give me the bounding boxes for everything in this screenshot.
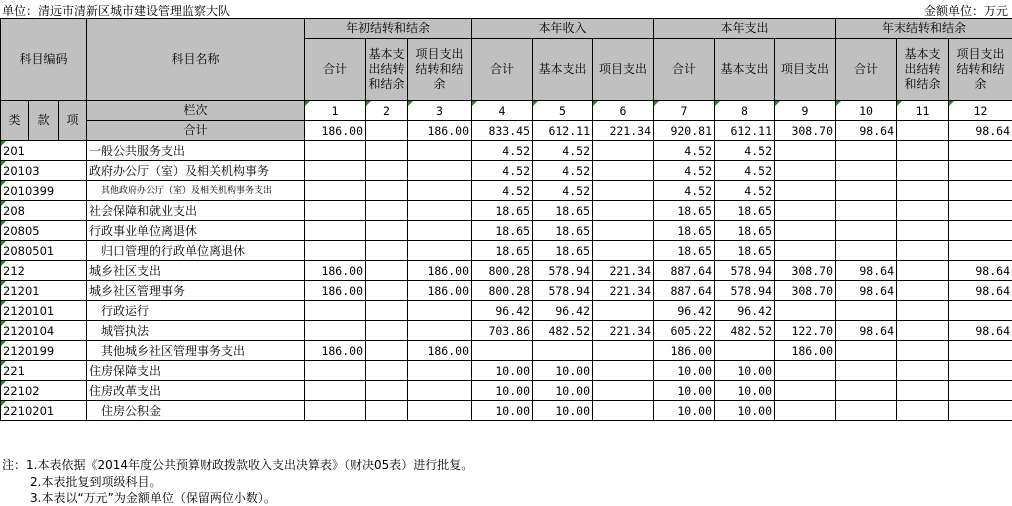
amount-cell (366, 401, 408, 421)
table-row (1, 361, 1012, 381)
amount-cell: 4.52 (472, 181, 533, 201)
total-cell: 221.34 (593, 121, 654, 141)
subject-name-cell: 城乡社区管理事务 (87, 281, 305, 301)
total-cell: 186.00 (305, 121, 366, 141)
subject-code-cell: 201 (1, 141, 87, 161)
amount-cell (593, 201, 654, 221)
amount-cell (949, 181, 1012, 201)
amount-cell (593, 241, 654, 261)
total-cell: 98.64 (836, 121, 897, 141)
column-index: 10 (836, 101, 897, 121)
amount-cell: 800.28 (472, 281, 533, 301)
amount-cell (366, 361, 408, 381)
amount-cell: 578.94 (715, 281, 775, 301)
subject-name-cell: 行政事业单位离退休 (87, 221, 305, 241)
amount-cell: 605.22 (654, 321, 715, 341)
amount-cell: 10.00 (715, 401, 775, 421)
amount-cell: 308.70 (775, 281, 836, 301)
table-row (1, 161, 1012, 181)
amount-cell (408, 321, 472, 341)
amount-cell (836, 201, 897, 221)
column-index: 8 (715, 101, 775, 121)
amount-cell: 98.64 (836, 281, 897, 301)
amount-cell: 10.00 (533, 381, 593, 401)
total-cell: 612.11 (533, 121, 593, 141)
amount-cell (305, 161, 366, 181)
amount-cell (897, 181, 949, 201)
footnote-3: 3.本表以“万元”为金额单位（保留两位小数）。 (30, 491, 276, 505)
amount-cell (593, 181, 654, 201)
amount-cell: 4.52 (533, 181, 593, 201)
total-cell: 98.64 (949, 121, 1012, 141)
amount-cell (593, 341, 654, 361)
amount-cell: 18.65 (472, 241, 533, 261)
amount-cell: 18.65 (533, 241, 593, 261)
column-index: 5 (533, 101, 593, 121)
amount-cell: 98.64 (949, 281, 1012, 301)
amount-cell (836, 141, 897, 161)
amount-cell: 186.00 (305, 341, 366, 361)
header-subject-name: 科目名称 (87, 19, 305, 101)
header-group-income: 本年收入 (472, 19, 654, 39)
amount-cell: 10.00 (533, 401, 593, 421)
amount-cell (836, 401, 897, 421)
subject-code-cell: 20103 (1, 161, 87, 181)
header-section-label: 款 (29, 101, 59, 141)
amount-cell: 10.00 (533, 361, 593, 381)
amount-cell: 18.65 (533, 221, 593, 241)
amount-cell (897, 161, 949, 181)
header-class-label: 类 (1, 101, 29, 141)
column-index: 12 (949, 101, 1012, 121)
amount-cell (366, 201, 408, 221)
amount-cell (949, 201, 1012, 221)
subject-code-cell: 21201 (1, 281, 87, 301)
amount-cell: 800.28 (472, 261, 533, 281)
subject-name-cell: 政府办公厅（室）及相关机构事务 (87, 161, 305, 181)
table-row (1, 381, 1012, 401)
amount-cell: 4.52 (715, 181, 775, 201)
subject-name-cell: 一般公共服务支出 (87, 141, 305, 161)
subject-name-cell: 其他城乡社区管理事务支出 (87, 341, 305, 361)
amount-cell (949, 401, 1012, 421)
amount-cell: 221.34 (593, 321, 654, 341)
column-index: 6 (593, 101, 654, 121)
table-row (1, 181, 1012, 201)
amount-cell: 18.65 (654, 241, 715, 261)
amount-cell: 10.00 (715, 381, 775, 401)
amount-cell (593, 381, 654, 401)
total-cell (366, 121, 408, 141)
subject-code-cell: 2120104 (1, 321, 87, 341)
amount-cell (366, 381, 408, 401)
amount-cell (366, 341, 408, 361)
amount-cell: 703.86 (472, 321, 533, 341)
amount-cell (949, 301, 1012, 321)
amount-cell: 10.00 (472, 401, 533, 421)
amount-cell (775, 301, 836, 321)
column-index: 3 (408, 101, 472, 121)
amount-cell: 186.00 (408, 281, 472, 301)
header-group-expense: 本年支出 (654, 19, 836, 39)
amount-cell (305, 401, 366, 421)
table-row (1, 341, 1012, 361)
header-row-index-label: 栏次 (87, 101, 305, 121)
header-sub: 合计 (472, 39, 533, 101)
amount-cell (775, 401, 836, 421)
amount-cell: 578.94 (533, 261, 593, 281)
column-index: 1 (305, 101, 366, 121)
amount-cell (408, 241, 472, 261)
amount-cell: 18.65 (654, 221, 715, 241)
amount-cell: 186.00 (654, 341, 715, 361)
subject-code-cell: 212 (1, 261, 87, 281)
amount-cell (775, 381, 836, 401)
amount-cell (593, 141, 654, 161)
header-sub: 基本支出 (533, 39, 593, 101)
amount-cell (897, 281, 949, 301)
amount-cell (408, 381, 472, 401)
table-row (1, 241, 1012, 261)
amount-cell (836, 301, 897, 321)
table-row (1, 281, 1012, 301)
amount-cell (775, 241, 836, 261)
table-row (1, 141, 1012, 161)
amount-cell (949, 241, 1012, 261)
amount-cell (408, 401, 472, 421)
header-sub: 项目支出结转和结余 (949, 39, 1012, 101)
unit-label: 单位：清远市清新区城市建设管理监察大队 (2, 4, 231, 18)
amount-cell (366, 141, 408, 161)
header-sub: 基本支出 (715, 39, 775, 101)
amount-cell: 18.65 (472, 221, 533, 241)
amount-cell: 18.65 (654, 201, 715, 221)
amount-cell (305, 321, 366, 341)
subject-name-cell: 住房改革支出 (87, 381, 305, 401)
header-subject-code: 科目编码 (1, 19, 87, 101)
amount-cell: 18.65 (715, 241, 775, 261)
amount-cell: 308.70 (775, 261, 836, 281)
header-sub: 项目支出结转和结余 (408, 39, 472, 101)
amount-cell (836, 241, 897, 261)
amount-cell: 4.52 (533, 161, 593, 181)
amount-cell (366, 161, 408, 181)
amount-cell: 221.34 (593, 281, 654, 301)
amount-cell (305, 221, 366, 241)
total-cell: 186.00 (408, 121, 472, 141)
amount-cell (949, 161, 1012, 181)
amount-cell: 221.34 (593, 261, 654, 281)
amount-cell: 482.52 (533, 321, 593, 341)
total-cell: 612.11 (715, 121, 775, 141)
subject-code-cell: 208 (1, 201, 87, 221)
amount-cell (949, 221, 1012, 241)
amount-cell (305, 181, 366, 201)
header-sub: 合计 (654, 39, 715, 101)
subject-name-cell: 归口管理的行政单位离退休 (87, 241, 305, 261)
amount-cell (593, 361, 654, 381)
subject-code-cell: 22102 (1, 381, 87, 401)
amount-cell (897, 401, 949, 421)
amount-cell: 18.65 (533, 201, 593, 221)
amount-cell: 122.70 (775, 321, 836, 341)
amount-cell: 10.00 (715, 361, 775, 381)
amount-cell (949, 361, 1012, 381)
total-cell: 308.70 (775, 121, 836, 141)
amount-cell (305, 361, 366, 381)
amount-cell (836, 181, 897, 201)
subject-name-cell: 社会保障和就业支出 (87, 201, 305, 221)
amount-cell (408, 201, 472, 221)
amount-cell: 4.52 (654, 161, 715, 181)
amount-cell: 96.42 (472, 301, 533, 321)
table-row (1, 221, 1012, 241)
amount-cell: 96.42 (533, 301, 593, 321)
amount-cell (305, 141, 366, 161)
footnote-1: 注：1.本表依据《2014年度公共预算财政拨款收入支出决算表》（财决05表）进行批复。 (2, 458, 474, 472)
amount-cell (366, 181, 408, 201)
amount-cell: 98.64 (949, 321, 1012, 341)
amount-cell (897, 241, 949, 261)
header-bar (0, 0, 1012, 18)
amount-cell: 887.64 (654, 281, 715, 301)
amount-cell (897, 141, 949, 161)
amount-cell: 4.52 (715, 141, 775, 161)
amount-cell (949, 341, 1012, 361)
header-sub: 基本支出结转和结余 (897, 39, 949, 101)
amount-cell (408, 221, 472, 241)
footnotes (2, 457, 473, 506)
subject-code-cell: 2210201 (1, 401, 87, 421)
amount-cell (897, 201, 949, 221)
subject-code-cell: 2010399 (1, 181, 87, 201)
amount-cell: 186.00 (408, 341, 472, 361)
total-row (1, 121, 1012, 141)
amount-cell (408, 301, 472, 321)
subject-name-cell: 城管执法 (87, 321, 305, 341)
amount-cell: 98.64 (949, 261, 1012, 281)
subject-name-cell: 行政运行 (87, 301, 305, 321)
amount-cell (836, 381, 897, 401)
amount-cell (836, 161, 897, 181)
amount-cell (366, 261, 408, 281)
subject-code-cell: 20805 (1, 221, 87, 241)
amount-cell: 96.42 (715, 301, 775, 321)
amount-cell: 10.00 (654, 381, 715, 401)
amount-cell: 186.00 (305, 281, 366, 301)
header-sub: 合计 (305, 39, 366, 101)
column-index: 7 (654, 101, 715, 121)
amount-cell (593, 301, 654, 321)
amount-cell (715, 341, 775, 361)
amount-cell (408, 361, 472, 381)
total-row-label: 合计 (87, 121, 305, 141)
amount-cell (472, 341, 533, 361)
header-sub: 项目支出 (775, 39, 836, 101)
amount-cell: 578.94 (533, 281, 593, 301)
subject-name-cell: 其他政府办公厅（室）及相关机构事务支出 (87, 181, 305, 201)
amount-cell (408, 141, 472, 161)
amount-cell (366, 241, 408, 261)
table-row (1, 401, 1012, 421)
amount-cell (836, 361, 897, 381)
amount-cell: 18.65 (715, 201, 775, 221)
amount-cell (897, 381, 949, 401)
header-item-label: 项 (59, 101, 87, 141)
amount-cell (775, 141, 836, 161)
footnote-2: 2.本表批复到项级科目。 (30, 474, 162, 489)
amount-cell (949, 381, 1012, 401)
amount-cell (408, 161, 472, 181)
amount-cell: 186.00 (408, 261, 472, 281)
amount-cell: 10.00 (472, 381, 533, 401)
final-accounts-table (0, 18, 1012, 421)
amount-cell (366, 221, 408, 241)
amount-cell: 18.65 (472, 201, 533, 221)
amount-cell (897, 361, 949, 381)
amount-cell (366, 321, 408, 341)
column-index: 9 (775, 101, 836, 121)
amount-cell: 96.42 (654, 301, 715, 321)
subject-code-cell: 2120101 (1, 301, 87, 321)
amount-cell: 4.52 (715, 161, 775, 181)
amount-cell (305, 381, 366, 401)
amount-cell (366, 281, 408, 301)
amount-cell (366, 301, 408, 321)
amount-cell (775, 201, 836, 221)
table-row (1, 201, 1012, 221)
subject-name-cell: 城乡社区支出 (87, 261, 305, 281)
amount-cell (593, 221, 654, 241)
amount-cell (897, 261, 949, 281)
amount-cell (836, 341, 897, 361)
amount-cell (408, 181, 472, 201)
header-group-opening: 年初结转和结余 (305, 19, 472, 39)
column-index: 2 (366, 101, 408, 121)
amount-cell: 4.52 (533, 141, 593, 161)
column-index: 11 (897, 101, 949, 121)
amount-cell (836, 221, 897, 241)
amount-cell (897, 221, 949, 241)
subject-code-cell: 2080501 (1, 241, 87, 261)
amount-cell (593, 161, 654, 181)
amount-cell: 4.52 (472, 161, 533, 181)
amount-cell (305, 241, 366, 261)
header-group-closing: 年末结转和结余 (836, 19, 1012, 39)
amount-cell (775, 161, 836, 181)
total-cell: 920.81 (654, 121, 715, 141)
amount-cell: 10.00 (654, 401, 715, 421)
table-row (1, 321, 1012, 341)
amount-cell (775, 221, 836, 241)
header-sub: 合计 (836, 39, 897, 101)
amount-cell (897, 341, 949, 361)
total-cell (897, 121, 949, 141)
amount-cell: 10.00 (472, 361, 533, 381)
amount-cell: 578.94 (715, 261, 775, 281)
amount-cell (533, 341, 593, 361)
amount-cell: 18.65 (715, 221, 775, 241)
amount-cell: 98.64 (836, 321, 897, 341)
subject-code-cell: 2120199 (1, 341, 87, 361)
amount-cell: 4.52 (654, 141, 715, 161)
subject-name-cell: 住房保障支出 (87, 361, 305, 381)
table-row (1, 301, 1012, 321)
amount-cell: 10.00 (654, 361, 715, 381)
amount-cell (593, 401, 654, 421)
total-cell: 833.45 (472, 121, 533, 141)
header-sub: 项目支出 (593, 39, 654, 101)
amount-cell: 482.52 (715, 321, 775, 341)
table-row (1, 261, 1012, 281)
amount-cell: 186.00 (305, 261, 366, 281)
amount-cell (897, 321, 949, 341)
amount-cell (949, 141, 1012, 161)
header-sub: 基本支出结转和结余 (366, 39, 408, 101)
amount-cell: 98.64 (836, 261, 897, 281)
amount-cell: 4.52 (654, 181, 715, 201)
amount-cell: 186.00 (775, 341, 836, 361)
amount-cell (775, 181, 836, 201)
amount-cell: 887.64 (654, 261, 715, 281)
amount-cell: 4.52 (472, 141, 533, 161)
amount-cell (775, 361, 836, 381)
subject-name-cell: 住房公积金 (87, 401, 305, 421)
amount-cell (305, 301, 366, 321)
column-index: 4 (472, 101, 533, 121)
amount-cell (897, 301, 949, 321)
amount-cell (305, 201, 366, 221)
subject-code-cell: 221 (1, 361, 87, 381)
amount-unit-label: 金额单位：万元 (923, 4, 1008, 18)
